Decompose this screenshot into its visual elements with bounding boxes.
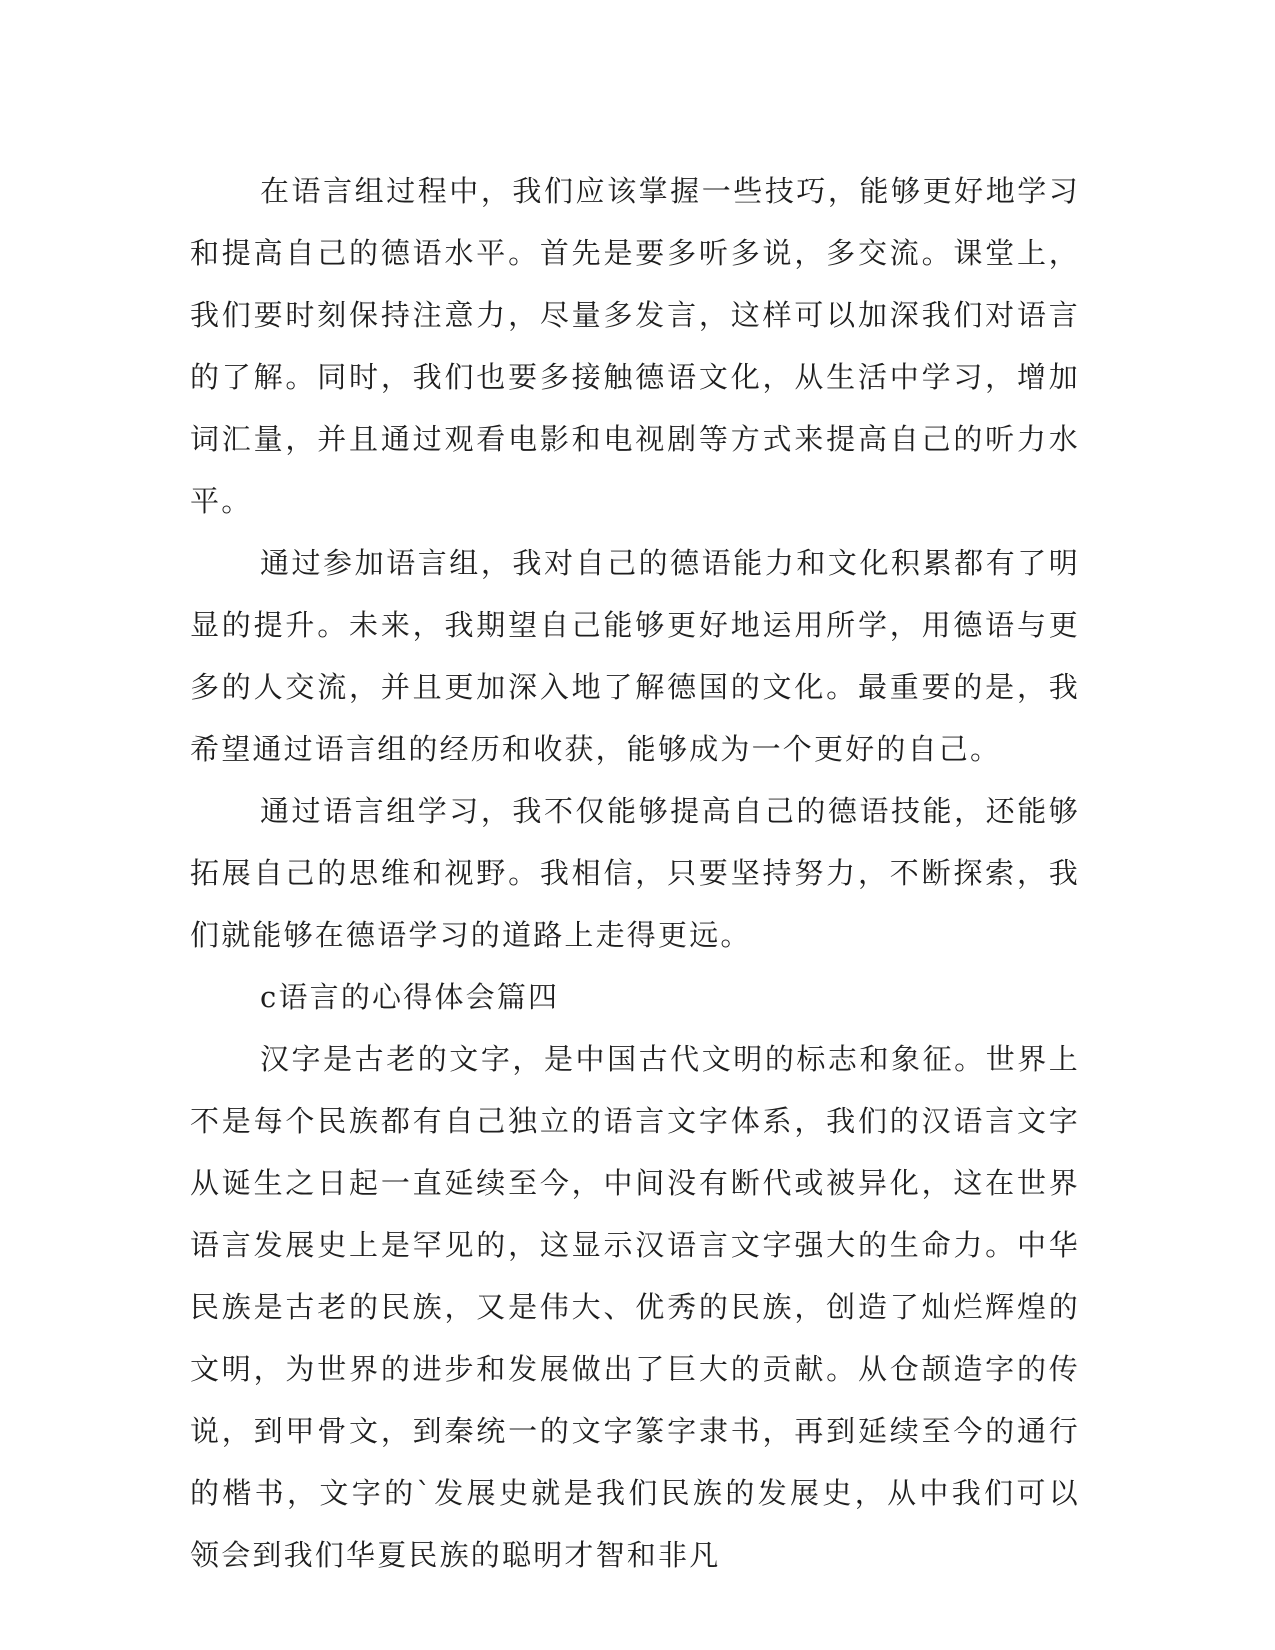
document-body xyxy=(190,160,1080,1586)
paragraph-language-group-horizons: 通过语言组学习，我不仅能够提高自己的德语技能，还能够拓展自己的思维和视野。我相信，只要坚持努力，不断探索，我们就能够在德语学习的道路上走得更远。 xyxy=(190,794,1080,952)
paragraph-language-group-skills: 在语言组过程中，我们应该掌握一些技巧，能够更好地学习和提高自己的德语水平。首先是要多听多说，多交流。课堂上，我们要时刻保持注意力，尽量多发言，这样可以加深我们对语言的了解。同时，我们也要多接触德语文化，从生活中学习，增加词汇量，并且通过观看电影和电视剧等方式来提高自己的听力水平。 xyxy=(190,174,1080,518)
paragraph-language-group-improvement: 通过参加语言组，我对自己的德语能力和文化积累都有了明显的提升。未来，我期望自己能够更好地运用所学，用德语与更多的人交流，并且更加深入地了解德国的文化。最重要的是，我希望通过语言组的经历和收获，能够成为一个更好的自己。 xyxy=(190,546,1080,766)
paragraph-chinese-characters: 汉字是古老的文字，是中国古代文明的标志和象征。世界上不是每个民族都有自己独立的语言文字体系，我们的汉语言文字从诞生之日起一直延续至今，中间没有断代或被异化，这在世界语言发展史上是罕见的，这显示汉语言文字强大的生命力。中华民族是古老的民族，又是伟大、优秀的民族，创造了灿烂辉煌的文明，为世界的进步和发展做出了巨大的贡献。从仓颉造字的传说，到甲骨文，到秦统一的文字篆字隶书，再到延续至今的通行的楷书，文字的`发展史就是我们民族的发展史，从中我们可以领会到我们华夏民族的聪明才智和非凡 xyxy=(190,1042,1080,1572)
section-heading: c语言的心得体会篇四 xyxy=(260,980,560,1014)
